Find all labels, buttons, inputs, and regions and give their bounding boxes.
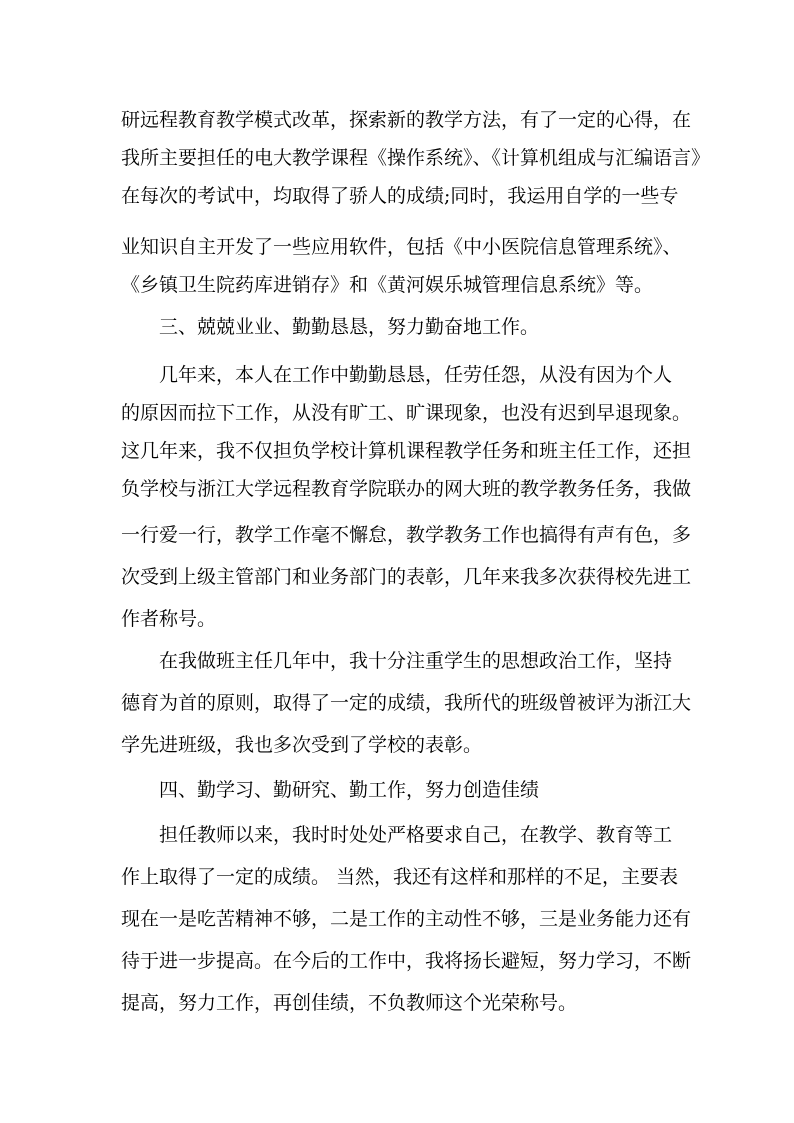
section-heading-4: 四、勤学习、勤研究、勤工作，努力创造佳绩 — [159, 779, 540, 801]
text-line-7: 几年来，本人在工作中勤勤恳恳，任劳任怨，从没有因为个人 — [159, 364, 673, 386]
text-line-10: 负学校与浙江大学远程教育学院联办的网大班的教学教务任务，我做 — [121, 478, 692, 500]
section-heading-3: 三、兢兢业业、勤勤恳恳，努力勤奋地工作。 — [159, 316, 540, 338]
text-line-1: 研远程教育教学模式改革，探索新的教学方法，有了一定的心得，在 — [121, 109, 692, 131]
text-line-18: 担任教师以来，我时时处处严格要求自己，在教学、教育等工 — [159, 824, 673, 846]
text-line-11: 一行爱一行，教学工作毫不懈怠，教学教务工作也搞得有声有色，多 — [121, 524, 692, 546]
text-line-4: 业知识自主开发了一些应用软件，包括《中小医院信息管理系统》、 — [121, 236, 682, 258]
text-line-21: 待于进一步提高。在今后的工作中，我将扬长避短，努力学习，不断 — [121, 950, 692, 972]
text-line-16: 学先进班级，我也多次受到了学校的表彰。 — [121, 734, 483, 756]
text-line-2: 我所主要担任的电大教学课程《操作系统》、《计算机组成与汇编语言》 — [121, 147, 711, 169]
text-line-19: 作上取得了一定的成绩。 当然，我还有这样和那样的不足，主要表 — [121, 866, 679, 888]
text-line-22: 提高，努力工作，再创佳绩，不负教师这个光荣称号。 — [121, 992, 578, 1014]
text-line-3: 在每次的考试中，均取得了骄人的成绩;同时，我运用自学的一些专 — [121, 185, 679, 207]
text-line-13: 作者称号。 — [121, 608, 217, 630]
text-line-20: 现在一是吃苦精神不够，二是工作的主动性不够，三是业务能力还有 — [121, 908, 692, 930]
text-line-5: 《乡镇卫生院药库进销存》和《黄河娱乐城管理信息系统》等。 — [121, 274, 654, 296]
text-line-12: 次受到上级主管部门和业务部门的表彰，几年来我多次获得校先进工 — [121, 566, 692, 588]
text-line-15: 德育为首的原则，取得了一定的成绩，我所代的班级曾被评为浙江大 — [121, 692, 692, 714]
text-line-9: 这几年来，我不仅担负学校计算机课程教学任务和班主任工作，还担 — [121, 440, 692, 462]
text-line-14: 在我做班主任几年中，我十分注重学生的思想政治工作，坚持 — [159, 650, 673, 672]
text-line-8: 的原因而拉下工作，从没有旷工、旷课现象，也没有迟到早退现象。 — [121, 402, 692, 424]
